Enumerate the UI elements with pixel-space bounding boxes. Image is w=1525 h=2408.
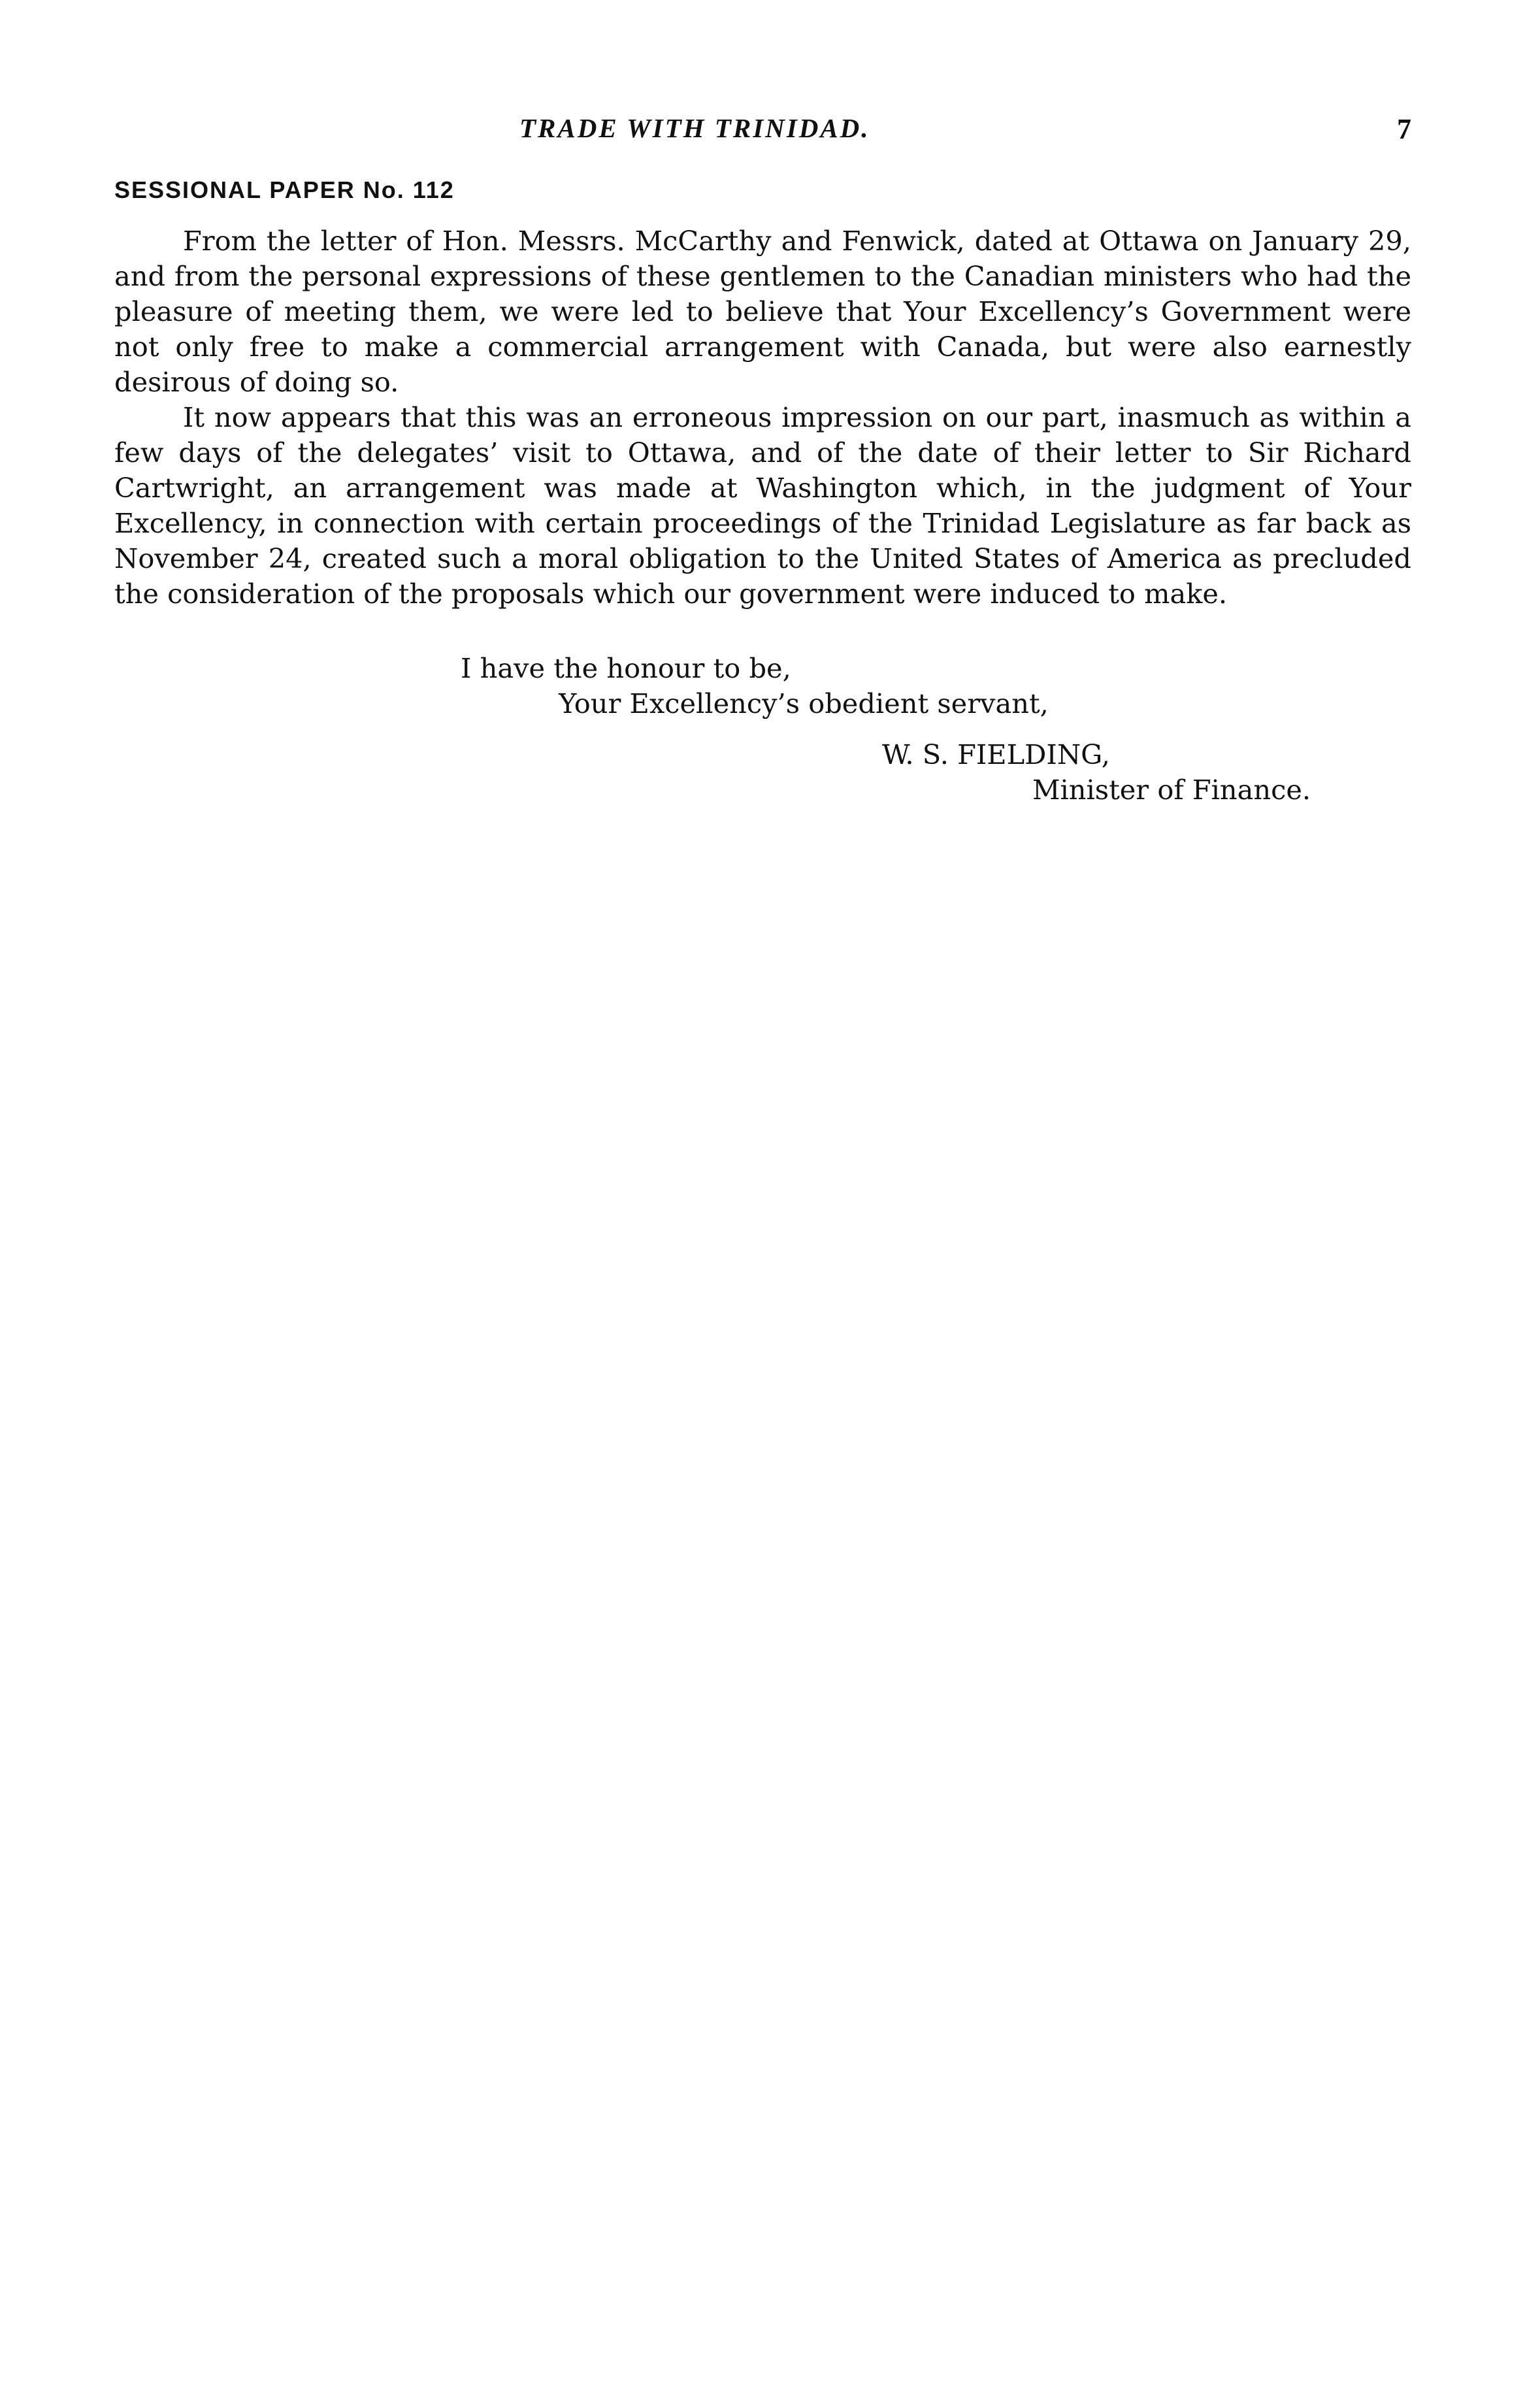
body-paragraph: It now appears that this was an erroneous impression on our part, inasmuch as within a few days of the delegates’ visit to Ottawa, and of the date of their letter to Sir Richard Cartwright, an arrangement was made at Washington which, in the judgment of Your Excellency, in connection with certain proceedings of the Trinidad Legislature as far back as November 24, created such a moral obligation to the United States of America as precluded the consideration of the proposals which our government were induced to make.: [114, 401, 1411, 610]
signatory-name: W. S. FIELDING,: [882, 738, 1111, 770]
closing-honour: I have the honour to be,: [461, 652, 791, 684]
running-header: [114, 112, 1411, 152]
signatory-office: Minister of Finance.: [1032, 774, 1311, 806]
letter-closing: [114, 651, 1411, 808]
running-title: TRADE WITH TRINIDAD.: [519, 113, 870, 143]
page-number: 7: [1397, 113, 1411, 145]
sessional-paper-label: SESSIONAL PAPER No. 112: [114, 176, 455, 203]
letter-body: [114, 223, 1411, 612]
body-paragraph: From the letter of Hon. Messrs. McCarthy and Fenwick, dated at Ottawa on January 29, and from the personal expressions of these gentlemen to the Canadian ministers who had the pleasure of meeting them, we were led to believe that Your Excellency’s Government were not only free to make a commercial arrangement with Canada, but were also earnestly desirous of doing so.: [114, 225, 1411, 398]
closing-servant: Your Excellency’s obedient servant,: [559, 687, 1049, 719]
